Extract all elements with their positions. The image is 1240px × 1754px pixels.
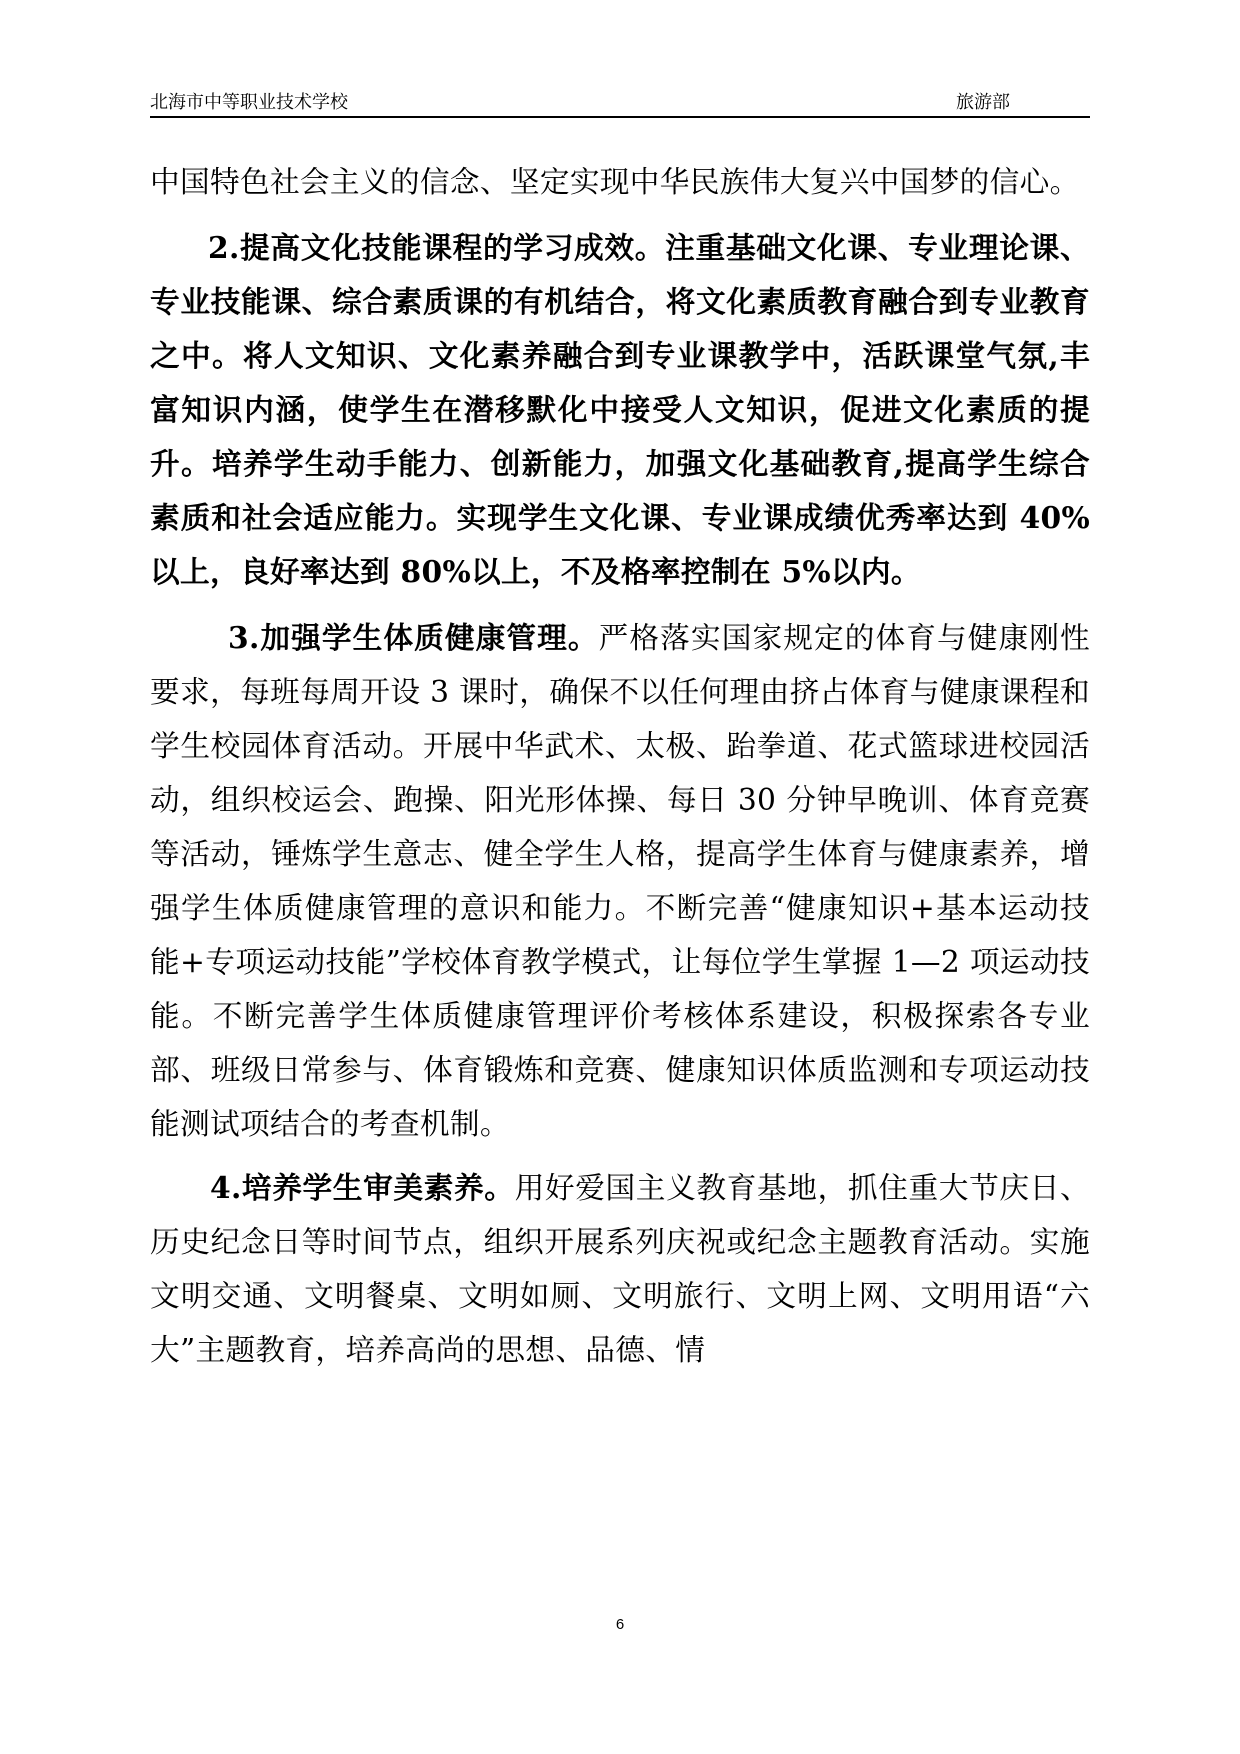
header-divider (150, 116, 1090, 118)
page-number: 6 (615, 1616, 625, 1633)
page-header (150, 88, 1090, 116)
header-department: 旅游部 (956, 92, 1010, 113)
paragraph-physical-health (150, 612, 1090, 1152)
document-body (150, 156, 1090, 1378)
paragraph-heading-physical-health: 3.加强学生体质健康管理。 (228, 621, 599, 656)
header-school-name: 北海市中等职业技术学校 (150, 92, 348, 113)
paragraph-heading-aesthetic: 4.培养学生审美素养。 (210, 1171, 515, 1206)
paragraph-continuation: 中国特色社会主义的信念、坚定实现中华民族伟大复兴中国梦的信心。 (150, 165, 1080, 200)
paragraph-text-aesthetic: 用好爱国主义教育基地，抓住重大节庆日、历史纪念日等时间节点，组织开展系列庆祝或纪念主题教育活动。实施文明交通、文明餐桌、文明如厕、文明旅行、文明上网、文明用语“六大”主题教育，培养高尚的思想、品德、情 (150, 1171, 1090, 1368)
paragraph-text-physical-health: 严格落实国家规定的体育与健康刚性要求，每班每周开设 3 课时，确保不以任何理由挤占体育与健康课程和学生校园体育活动。开展中华武术、太极、跆拳道、花式篮球进校园活动，组织校运会、跑操、阳光形体操、每日 30 分钟早晚训、体育竞赛等活动，锤炼学生意志、健全学生人格，提高学生体育与健康素养，增强学生体质健康管理的意识和能力。不断完善“健康知识+基本运动技能+专项运动技能”学校体育教学模式，让每位学生掌握 1—2 项运动技能。不断完善学生体质健康管理评价考核体系建设，积极探索各专业部、班级日常参与、体育锻炼和竞赛、健康知识体质监测和专项运动技能测试项结合的考查机制。 (150, 621, 1090, 1142)
paragraph-culture-skills: 2.提高文化技能课程的学习成效。注重基础文化课、专业理论课、专业技能课、综合素质课的有机结合，将文化素质教育融合到专业教育之中。将人文知识、文化素养融合到专业课教学中，活跃课堂气氛,丰富知识内涵，使学生在潜移默化中接受人文知识，促进文化素质的提升。培养学生动手能力、创新能力，加强文化基础教育,提高学生综合素质和社会适应能力。实现学生文化课、专业课成绩优秀率达到 40%以上，良好率达到 80%以上，不及格率控制在 5%以内。 (150, 231, 1090, 590)
paragraph-aesthetic (150, 1162, 1090, 1378)
